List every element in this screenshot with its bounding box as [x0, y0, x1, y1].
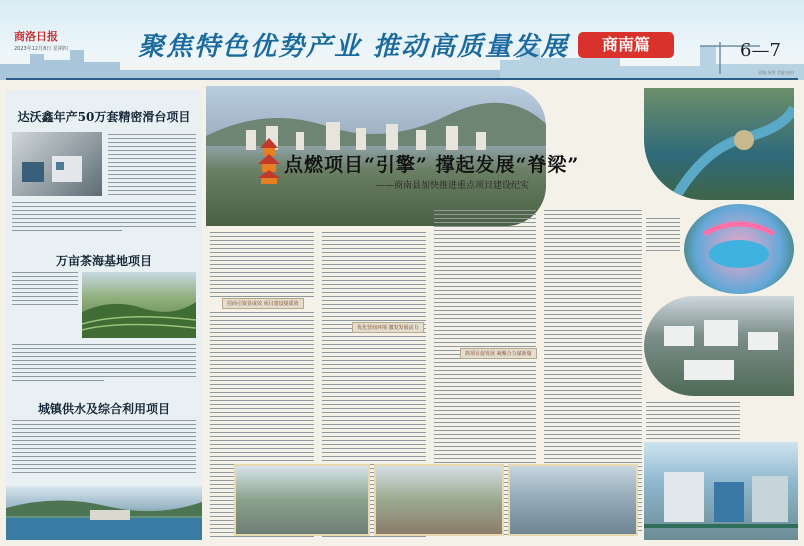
reservoir-photo	[6, 486, 202, 540]
article-text-3	[12, 420, 196, 476]
project-title-1: 达沃鑫年产50万套精密滑台项目	[17, 110, 191, 124]
article-text-1a	[108, 134, 196, 198]
masthead-rule	[6, 78, 798, 80]
project-title-2: 万亩茶海基地项目	[55, 254, 152, 268]
footer-photo-town	[234, 464, 370, 536]
machinery-illustration	[12, 132, 102, 196]
tea-plantation-photo	[82, 272, 196, 338]
section-badge: 商南篇	[578, 32, 674, 58]
article-subhead: ——商南县加快推进重点项目建设纪实	[376, 181, 530, 191]
industrial-park-illustration	[644, 296, 794, 396]
rule-note: 责编 统筹 美编 校对	[758, 70, 794, 75]
water-park-photo	[684, 204, 794, 294]
section-heading-2: 优化营商环境 激发发展活力	[352, 322, 424, 333]
right-text-2	[646, 402, 740, 446]
article-text-1b	[12, 202, 196, 234]
left-column	[6, 90, 202, 540]
article-text-2a	[12, 272, 78, 308]
reservoir-illustration	[6, 486, 202, 540]
article-text-2b	[12, 344, 196, 384]
newspaper-logo: 商洛日报	[14, 30, 58, 43]
factory-photo	[12, 132, 102, 196]
section-heading-3: 抓项目促发展 凝聚合力谋新篇	[460, 348, 537, 359]
section-heading-1: 招商引资显成效 项目建设提质效	[222, 298, 304, 309]
page-number: 6—7	[740, 40, 781, 61]
issue-date: 2023年12月8日 星期四	[14, 46, 68, 52]
tea-terraces-illustration	[82, 272, 196, 338]
footer-photo-construction	[374, 464, 504, 536]
footer-photo-strip	[234, 464, 794, 536]
body-col-1	[210, 232, 314, 300]
industrial-park-photo	[644, 296, 794, 396]
right-text-1	[646, 218, 680, 254]
footer-photo-factory-floor	[508, 464, 638, 536]
water-park-illustration	[684, 204, 794, 294]
river-valley-photo	[644, 88, 794, 200]
river-illustration	[644, 88, 794, 200]
banner-title: 聚焦特色优势产业 推动高质量发展	[138, 32, 570, 62]
article-headline: 点燃项目“引擎” 撑起发展“脊梁”	[284, 154, 580, 176]
pagoda-icon	[258, 138, 280, 184]
project-title-3: 城镇供水及综合利用项目	[37, 402, 170, 416]
masthead-banner	[0, 0, 804, 80]
